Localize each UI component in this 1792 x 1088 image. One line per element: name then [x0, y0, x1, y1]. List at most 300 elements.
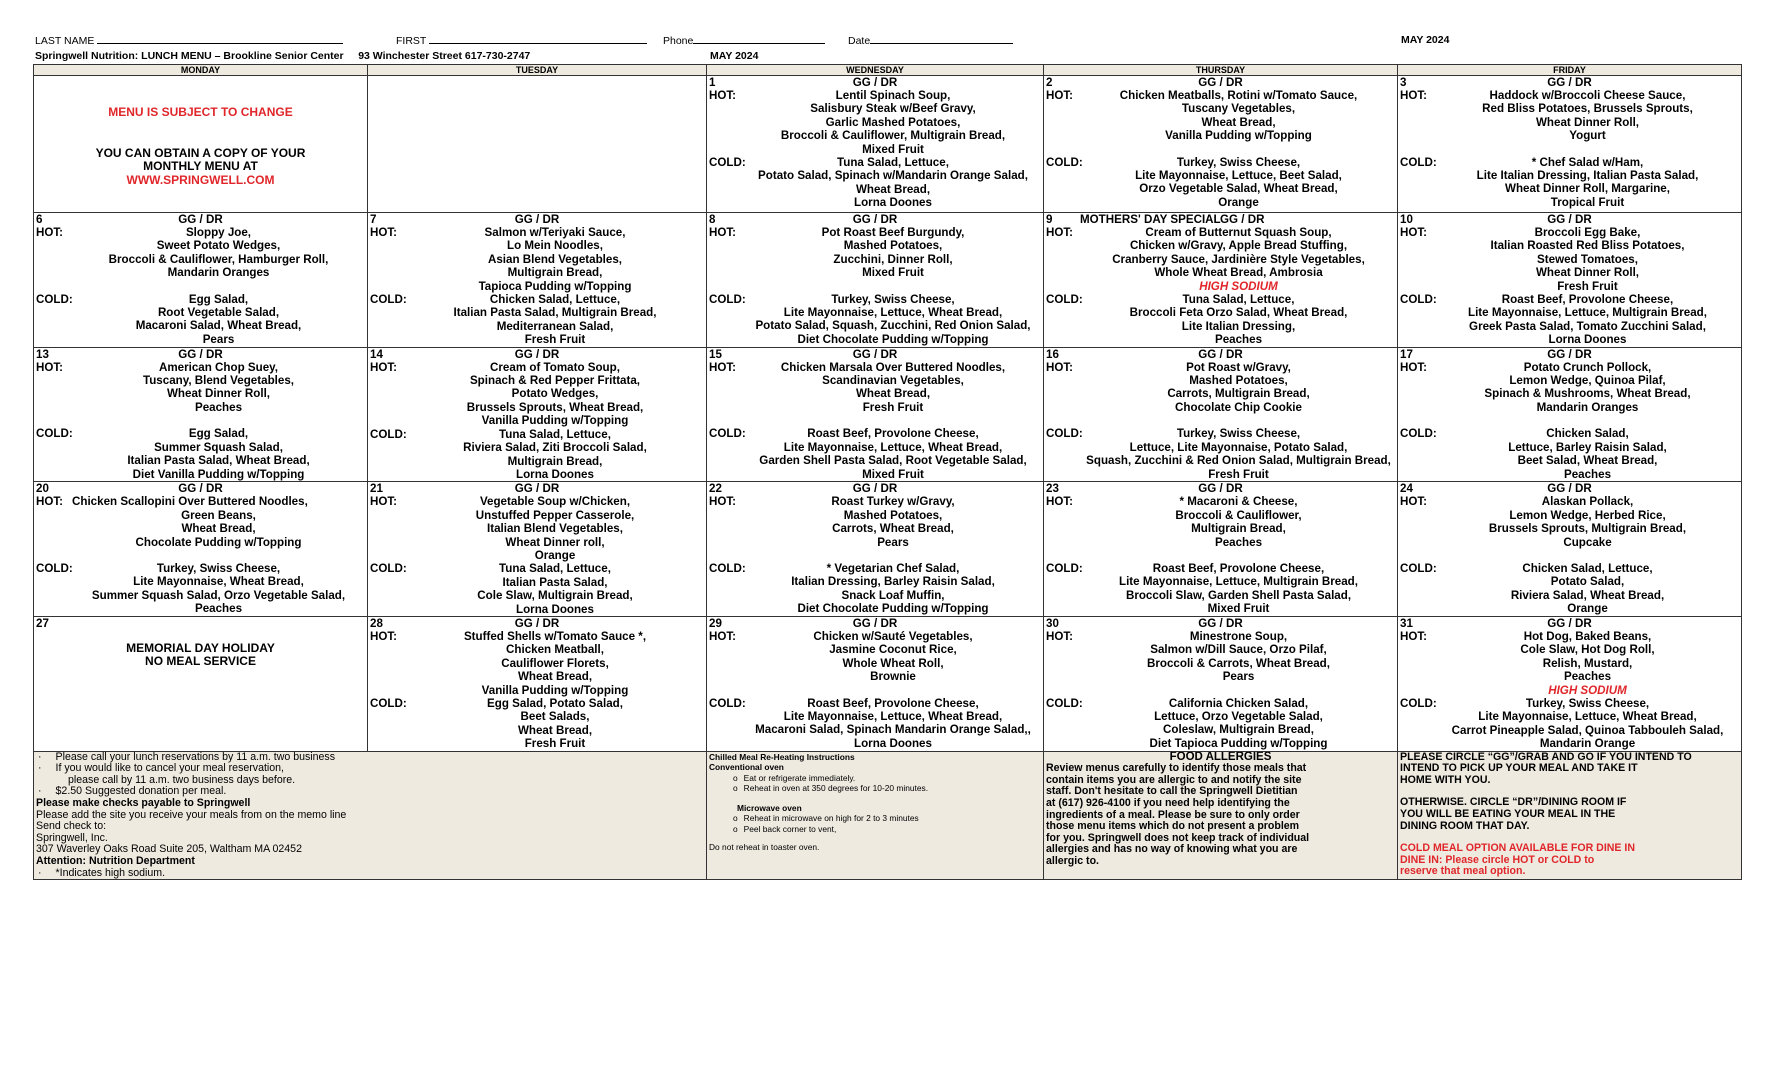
- first-name-line[interactable]: [429, 34, 647, 44]
- hot-item: Carrots, Multigrain Bread,: [1167, 387, 1310, 401]
- food-allergies: [1044, 751, 1398, 880]
- section-gap: [1400, 414, 1739, 427]
- gg-dr-option[interactable]: GG / DR: [1547, 76, 1592, 89]
- month-center: MAY 2024: [710, 50, 759, 62]
- hot-item: Wheat Dinner Roll,: [1535, 266, 1640, 280]
- hot-item: Pears: [877, 535, 909, 549]
- cold-section: [1400, 156, 1739, 210]
- option-line: OTHERWISE. CIRCLE “DR”/DINING ROOM IF: [1400, 796, 1627, 809]
- section-gap: [1400, 143, 1739, 156]
- cold-items: [1046, 697, 1395, 751]
- cold-section: [370, 293, 704, 347]
- cold-option-line: DINE IN: Please circle HOT or COLD to: [1400, 853, 1595, 866]
- day-header-monday: MONDAY: [34, 65, 368, 76]
- cold-item: Mixed Fruit: [862, 467, 924, 481]
- cold-section: [1046, 427, 1395, 481]
- section-gap: [1046, 684, 1395, 697]
- cold-item: Riviera Salad, Ziti Broccoli Salad,: [463, 441, 647, 455]
- hot-items: [709, 226, 1041, 280]
- day-number: 31: [1400, 616, 1413, 630]
- hot-item: Scandinavian Vegetables,: [822, 374, 964, 388]
- hot-item: Cranberry Sauce, Jardinière Style Vegetables,: [1112, 252, 1365, 266]
- hot-label: HOT:: [1046, 629, 1074, 643]
- day-number: 3: [1400, 76, 1407, 89]
- cold-item: Turkey, Swiss Cheese,: [156, 561, 281, 575]
- section-gap: [36, 414, 365, 427]
- cold-section: [1400, 427, 1739, 481]
- toaster-note: Do not reheat in toaster oven.: [709, 842, 820, 853]
- day-header-tuesday: TUESDAY: [368, 65, 707, 76]
- gg-dr-option[interactable]: GG / DR: [1198, 616, 1243, 630]
- cold-item: Lite Mayonnaise, Wheat Bread,: [133, 575, 304, 589]
- day-number: 1: [709, 76, 716, 89]
- special-label: MOTHERS' DAY SPECIAL: [1080, 213, 1221, 226]
- holiday-subtitle: NO MEAL SERVICE: [145, 654, 256, 669]
- hot-items: [1400, 495, 1739, 549]
- cold-item: Egg Salad,: [188, 292, 249, 306]
- day-cell: [1044, 213, 1398, 348]
- cold-items: [1046, 156, 1395, 210]
- gg-dr-instructions: [1400, 752, 1739, 878]
- cold-label: COLD:: [709, 156, 746, 170]
- hot-item: Vanilla Pudding w/Topping: [1165, 129, 1312, 143]
- hot-items: [1400, 361, 1739, 415]
- cold-item: Multigrain Bread,: [507, 454, 603, 468]
- day-cell: [1398, 347, 1742, 482]
- gg-dr-option[interactable]: GG / DR: [1198, 76, 1243, 89]
- hot-items: [36, 495, 365, 549]
- hot-item: Spinach & Red Pepper Frittata,: [469, 374, 641, 388]
- day-cell: [368, 482, 707, 617]
- gg-dr-option[interactable]: GG / DR: [1198, 347, 1243, 361]
- cold-item: Squash, Zucchini & Red Onion Salad, Multigrain Bread,: [1086, 454, 1391, 468]
- hot-item: Peaches: [1563, 670, 1612, 684]
- cold-section: [1400, 562, 1739, 616]
- cold-items: [1400, 293, 1739, 347]
- day-header: [370, 348, 704, 361]
- hot-items: [1400, 226, 1739, 293]
- day-header-friday: FRIDAY: [1398, 65, 1742, 76]
- gg-dr-option[interactable]: GG / DR: [852, 482, 898, 496]
- cold-section: [709, 293, 1041, 347]
- hot-section: [36, 495, 365, 549]
- hot-item: Salmon w/Teriyaki Sauce,: [484, 226, 626, 239]
- hot-item: Multigrain Bread,: [1191, 522, 1286, 536]
- day-number: 10: [1400, 213, 1413, 226]
- day-header: [1046, 482, 1395, 495]
- first-name-field[interactable]: [396, 34, 647, 47]
- date-field[interactable]: [848, 34, 1013, 47]
- cold-label: COLD:: [36, 561, 73, 575]
- hot-item: Chicken w/Gravy, Apple Bread Stuffing,: [1129, 239, 1348, 253]
- gg-dr-option[interactable]: GG / DR: [1547, 213, 1592, 226]
- option-line: YOU WILL BE EATING YOUR MEAL IN THE: [1400, 808, 1616, 820]
- last-name-field[interactable]: [35, 34, 343, 47]
- cold-item: Lite Italian Dressing, Italian Pasta Salad,: [1476, 169, 1699, 183]
- cold-item: Diet Tapioca Pudding w/Topping: [1149, 736, 1328, 750]
- cold-item: * Chef Salad w/Ham,: [1531, 155, 1644, 169]
- day-header: [1400, 76, 1739, 89]
- hot-item: Salmon w/Dill Sauce, Orzo Pilaf,: [1150, 643, 1327, 657]
- hot-label: HOT:: [1046, 226, 1074, 239]
- cold-label: COLD:: [709, 696, 746, 710]
- hot-label: HOT:: [709, 629, 737, 643]
- cold-item: Peaches: [1563, 467, 1612, 481]
- cold-item: Lite Mayonnaise, Lettuce, Wheat Bread,: [783, 306, 1003, 320]
- gg-dr-option[interactable]: GG / DR: [852, 213, 898, 226]
- cold-item: Orange: [1218, 195, 1259, 209]
- day-header: [370, 617, 704, 630]
- hot-section: [370, 495, 704, 562]
- cold-section: [1046, 697, 1395, 751]
- hot-item: Wheat Dinner Roll,: [1535, 115, 1640, 129]
- hot-item: Haddock w/Broccoli Cheese Sauce,: [1489, 89, 1686, 102]
- week-row-5: [34, 616, 1742, 751]
- hot-item: Chicken Meatballs, Rotini w/Tomato Sauce,: [1119, 89, 1358, 102]
- day-cell: [1398, 616, 1742, 751]
- gg-dr-option[interactable]: GG / DR: [514, 616, 560, 630]
- hot-item: Chocolate Chip Cookie: [1175, 400, 1302, 414]
- hot-item: Yogurt: [1569, 129, 1606, 143]
- hot-item: Chicken Meatball,: [506, 643, 604, 657]
- cold-item: Beet Salads,: [520, 710, 590, 724]
- cold-item: Potato Salad,: [1550, 575, 1625, 589]
- hot-items: [1046, 89, 1395, 143]
- cold-item: Roast Beef, Provolone Cheese,: [1501, 293, 1674, 307]
- day-cell: [707, 76, 1044, 213]
- day-header: [1400, 617, 1739, 630]
- cold-item: Riviera Salad, Wheat Bread,: [1510, 588, 1665, 602]
- hot-section: [1400, 361, 1739, 415]
- day-number: 2: [1046, 76, 1053, 89]
- cold-item: Turkey, Swiss Cheese,: [1525, 697, 1650, 710]
- cold-items: [1400, 697, 1739, 751]
- hot-item: Fresh Fruit: [862, 400, 924, 414]
- cold-item: Tuna Salad, Lettuce,: [1182, 293, 1295, 307]
- cold-item: Lettuce, Orzo Vegetable Salad,: [1154, 710, 1323, 723]
- hot-item: Brussels Sprouts, Multigrain Bread,: [1488, 522, 1687, 536]
- cold-label: COLD:: [1400, 561, 1437, 575]
- hot-item: Pot Roast Beef Burgundy,: [821, 226, 965, 239]
- cold-items: [1400, 427, 1739, 481]
- cold-item: Lite Mayonnaise, Lettuce, Multigrain Bread,: [1118, 575, 1358, 589]
- hot-item: Wheat Bread,: [855, 387, 931, 401]
- phone-field[interactable]: [663, 34, 825, 47]
- hot-label: HOT:: [370, 360, 398, 374]
- cold-item: Peaches: [194, 602, 243, 616]
- cold-section: [709, 427, 1041, 481]
- hot-item: Lemon Wedge, Herbed Rice,: [1509, 508, 1666, 522]
- cold-item: Wheat Bread,: [517, 723, 593, 737]
- cold-items: [1046, 562, 1395, 616]
- hot-item: Cream of Tomato Soup,: [490, 360, 620, 374]
- hot-items: [709, 630, 1041, 684]
- cold-section: [1046, 562, 1395, 616]
- hot-label: HOT:: [709, 360, 737, 374]
- cold-item: Tuna Salad, Lettuce,: [499, 562, 611, 576]
- cold-item: Lettuce, Barley Raisin Salad,: [1508, 440, 1667, 454]
- day-cell: [707, 482, 1044, 617]
- donation-note: · $2.50 Suggested donation per meal.: [38, 786, 704, 798]
- cold-item: Fresh Fruit: [524, 333, 586, 347]
- section-gap: [1046, 549, 1395, 562]
- gg-dr-option[interactable]: GG / DR: [1198, 482, 1243, 496]
- week-row-2: [34, 213, 1742, 348]
- day-number: 15: [709, 347, 722, 361]
- cold-section: [1400, 293, 1739, 347]
- hot-items: [36, 361, 365, 415]
- option-line: INTEND TO PICK UP YOUR MEAL AND TAKE IT: [1400, 762, 1638, 775]
- reheat-block: [709, 752, 1041, 853]
- hot-section: [370, 361, 704, 428]
- date-line[interactable]: [870, 34, 1013, 44]
- cold-item: Roast Beef, Provolone Cheese,: [807, 696, 979, 710]
- cold-section: [36, 427, 365, 481]
- hot-item: Brownie: [870, 670, 916, 684]
- day-header: [709, 348, 1041, 361]
- day-number: 17: [1400, 347, 1413, 361]
- cold-section: [370, 697, 704, 751]
- day-header: [709, 482, 1041, 495]
- day-cell: [1044, 76, 1398, 213]
- cold-item: Chicken Salad, Lettuce,: [1522, 561, 1653, 575]
- gg-dr-option[interactable]: GG / DR: [514, 482, 560, 496]
- hot-item: Alaskan Pollack,: [1541, 495, 1634, 509]
- allergy-line: for you. Springwell does not keep track of individual: [1046, 831, 1310, 844]
- section-gap: [709, 549, 1041, 562]
- day-number: 6: [36, 213, 43, 226]
- cold-label: COLD:: [370, 427, 407, 441]
- cold-item: Lite Mayonnaise, Lettuce, Wheat Bread,: [783, 440, 1003, 454]
- day-cell: [707, 616, 1044, 751]
- gg-dr-option[interactable]: GG / DR: [178, 213, 223, 226]
- hot-item: Sweet Potato Wedges,: [156, 239, 281, 253]
- hot-item: Broccoli & Cauliflower,: [1175, 508, 1302, 522]
- cold-label: COLD:: [1046, 561, 1083, 575]
- cold-label: COLD:: [370, 562, 407, 576]
- cold-item: Orzo Vegetable Salad, Wheat Bread,: [1139, 182, 1338, 196]
- cold-item: Lorna Doones: [516, 602, 594, 616]
- day-header: [709, 76, 1041, 89]
- hot-items: [1400, 630, 1739, 697]
- gg-dr-option[interactable]: GG / DR: [1547, 616, 1592, 630]
- hot-item: Stuffed Shells w/Tomato Sauce *,: [463, 629, 647, 643]
- cold-items: [709, 427, 1041, 481]
- hot-section: [1046, 495, 1395, 549]
- cold-item: Orange: [1567, 602, 1608, 616]
- conventional-step: o Eat or refrigerate immediately.: [733, 773, 1041, 784]
- gg-dr-option[interactable]: GG / DR: [178, 482, 223, 496]
- allergies-text: [1046, 763, 1395, 867]
- option-line: DINING ROOM THAT DAY.: [1400, 819, 1530, 832]
- hot-items: [370, 495, 704, 562]
- day-number: 20: [36, 482, 49, 496]
- hot-item: * Macaroni & Cheese,: [1179, 495, 1298, 509]
- conventional-oven-label: Conventional oven: [709, 762, 784, 773]
- day-header: [1046, 348, 1395, 361]
- gg-dr-option[interactable]: GG / DR: [178, 347, 223, 361]
- cold-item: Potato Salad, Spinach w/Mandarin Orange Salad,: [758, 169, 1028, 183]
- cold-option-line: COLD MEAL OPTION AVAILABLE FOR DINE IN: [1400, 842, 1636, 855]
- hot-item: Stewed Tomatoes,: [1537, 252, 1638, 266]
- last-name-label: LAST NAME: [35, 35, 95, 47]
- cold-item: Snack Loaf Muffin,: [841, 588, 945, 602]
- hot-item: Italian Roasted Red Bliss Potatoes,: [1490, 239, 1685, 253]
- cold-label: COLD:: [1046, 427, 1083, 441]
- hot-item: Peaches: [194, 400, 243, 414]
- hot-item: Green Beans,: [181, 508, 256, 522]
- hot-item: Zucchini, Dinner Roll,: [833, 252, 953, 266]
- hot-items: [1046, 630, 1395, 684]
- phone-line[interactable]: [693, 34, 825, 44]
- cold-option-line: reserve that meal option.: [1400, 865, 1526, 878]
- cold-items: [709, 293, 1041, 347]
- notice-subject: MENU IS SUBJECT TO CHANGE: [108, 105, 293, 119]
- microwave-step: o Peel back corner to vent,: [733, 824, 1041, 835]
- hot-item: Mashed Potatoes,: [1189, 374, 1288, 388]
- hot-item: Red Bliss Potatoes, Brussels Sprouts,: [1482, 102, 1693, 116]
- allergy-line: ingredients of a meal. Please be sure to only order: [1046, 808, 1300, 821]
- allergy-line: at (617) 926-4100 if you need help identifying the: [1046, 797, 1290, 809]
- holiday-title: MEMORIAL DAY HOLIDAY: [126, 640, 275, 655]
- hot-item: American Chop Suey,: [159, 360, 278, 374]
- cold-item: Summer Squash Salad,: [154, 440, 283, 454]
- gg-dr-option[interactable]: GG / DR: [852, 616, 898, 630]
- hot-item: Mixed Fruit: [862, 266, 924, 280]
- day-header: [1400, 482, 1739, 495]
- hot-item: Orange: [534, 548, 576, 562]
- allergy-line: staff. Don't hesitate to call the Springwell Dietitian: [1046, 785, 1298, 798]
- hot-item: Potato Crunch Pollock,: [1523, 360, 1652, 374]
- hot-section: [1400, 630, 1739, 697]
- day-header: [1046, 76, 1395, 89]
- hot-label: HOT:: [370, 226, 398, 239]
- gg-dr-option[interactable]: GG / DR: [852, 347, 898, 361]
- option-line: HOME WITH YOU.: [1400, 773, 1491, 786]
- hot-item: Roast Turkey w/Gravy,: [831, 495, 955, 509]
- gg-dr-option[interactable]: GG / DR: [514, 213, 560, 226]
- day-number: 13: [36, 347, 49, 361]
- reservation-info: [34, 751, 707, 880]
- day-number: 14: [370, 347, 383, 361]
- hot-section: [709, 226, 1041, 280]
- gg-dr-option[interactable]: GG / DR: [852, 76, 898, 89]
- day-cell: [34, 347, 368, 482]
- cold-section: [36, 293, 365, 347]
- hot-item: Tuscany Vegetables,: [1181, 102, 1296, 116]
- hot-item: Asian Blend Vegetables,: [487, 252, 623, 266]
- day-cell: [1398, 213, 1742, 348]
- cold-section: [36, 562, 365, 616]
- hot-item: Wheat Bread,: [1201, 115, 1276, 129]
- cold-items: [1046, 427, 1395, 481]
- hot-item: Sloppy Joe,: [185, 226, 252, 239]
- cold-item: * Vegetarian Chef Salad,: [826, 561, 960, 575]
- cold-item: Diet Chocolate Pudding w/Topping: [797, 602, 989, 616]
- day-cell: [1398, 76, 1742, 213]
- hot-section: [370, 630, 704, 697]
- allergies-title: FOOD ALLERGIES: [1169, 751, 1272, 763]
- cold-item: Lite Mayonnaise, Lettuce, Wheat Bread,: [1478, 710, 1697, 724]
- springwell-website-link[interactable]: WWW.SPRINGWELL.COM: [126, 172, 275, 187]
- hot-items: [36, 226, 365, 280]
- hot-item: Chicken Scallopini Over Buttered Noodles,: [72, 495, 308, 509]
- company-name: Springwell, Inc.: [36, 831, 108, 844]
- cold-item: Chicken Salad,: [1546, 427, 1629, 441]
- day-header: [370, 482, 704, 495]
- phone-label: Phone: [663, 35, 694, 47]
- cold-label: COLD:: [1400, 293, 1437, 307]
- day-cell: [1044, 482, 1398, 617]
- menu-notice-cell: [34, 76, 368, 213]
- reheat-title: Chilled Meal Re-Heating Instructions: [709, 751, 855, 762]
- hot-item: Wheat Dinner roll,: [505, 535, 605, 549]
- hot-section: [36, 361, 365, 415]
- cold-item: Summer Squash Salad, Orzo Vegetable Salad,: [91, 588, 346, 602]
- hot-items: [1046, 226, 1395, 293]
- hot-section: [370, 226, 704, 293]
- hot-label: HOT:: [36, 495, 64, 509]
- hot-section: [1046, 89, 1395, 143]
- hot-item: Tuscany, Blend Vegetables,: [143, 374, 294, 388]
- hot-item: Mashed Potatoes,: [843, 239, 943, 253]
- day-cell: [34, 213, 368, 348]
- attention-line: Attention: Nutrition Department: [36, 854, 195, 867]
- holiday-notice: [36, 630, 365, 669]
- cold-item: Diet Vanilla Pudding w/Topping: [132, 467, 305, 481]
- hot-item: Lemon Wedge, Quinoa Pilaf,: [1509, 374, 1666, 388]
- last-name-line[interactable]: [97, 34, 343, 44]
- reheating-instructions: [707, 751, 1044, 880]
- section-gap: [36, 549, 365, 562]
- day-header: [36, 482, 365, 495]
- cold-item: Italian Dressing, Barley Raisin Salad,: [791, 575, 995, 589]
- day-number: 8: [709, 213, 716, 226]
- day-number: 21: [370, 482, 383, 496]
- reservation-note: · Please call your lunch reservations by 11 a.m. two business: [38, 752, 704, 764]
- week-row-3: [34, 347, 1742, 482]
- hot-label: HOT:: [709, 495, 737, 509]
- hot-item: Vanilla Pudding w/Topping: [481, 683, 629, 697]
- cold-label: COLD:: [370, 697, 407, 710]
- cold-item: Wheat Dinner Roll, Margarine,: [1505, 182, 1670, 196]
- cold-item: Lite Mayonnaise, Lettuce, Beet Salad,: [1135, 169, 1342, 183]
- cold-label: COLD:: [709, 292, 746, 306]
- cold-item: Roast Beef, Provolone Cheese,: [807, 427, 979, 441]
- hot-item: Wheat Bread,: [517, 670, 593, 684]
- microwave-step: o Reheat in microwave on high for 2 to 3 minutes: [733, 813, 1041, 824]
- gg-dr-option[interactable]: GG / DR: [514, 347, 560, 361]
- gg-dr-option[interactable]: GG / DR: [1220, 213, 1265, 226]
- cold-section: [1046, 156, 1395, 210]
- hot-items: [709, 89, 1041, 156]
- day-cell-empty: [368, 76, 707, 213]
- hot-item: Vegetable Soup w/Chicken,: [479, 495, 631, 509]
- menu-page: [33, 32, 1741, 880]
- gg-dr-option[interactable]: GG / DR: [1547, 482, 1592, 496]
- day-header: [1046, 213, 1395, 226]
- footer-row: [34, 751, 1742, 880]
- hot-label: HOT:: [1046, 360, 1074, 374]
- hot-items: [709, 495, 1041, 549]
- hot-item: Brussels Sprouts, Wheat Bread,: [466, 400, 644, 414]
- cold-item: Roast Beef, Provolone Cheese,: [1152, 561, 1325, 575]
- hot-section: [1400, 226, 1739, 293]
- gg-dr-option[interactable]: GG / DR: [1547, 347, 1592, 361]
- day-cell: [1044, 616, 1398, 751]
- cold-items: [709, 697, 1041, 751]
- allergy-line: those menu items which do not present a problem: [1046, 820, 1300, 833]
